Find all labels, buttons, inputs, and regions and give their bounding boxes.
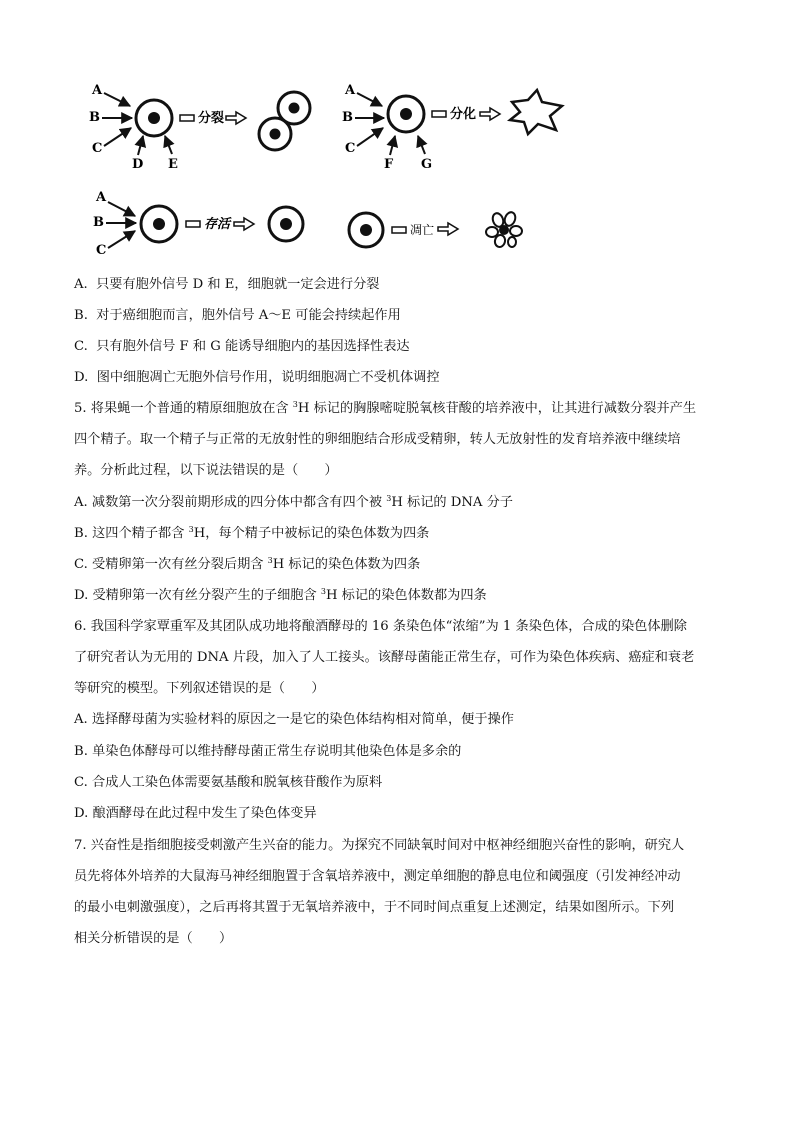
q5-option-a: A. 减数第一次分裂前期形成的四分体中都含有四个被 $^3$H 标记的 DNA 分子 — [74, 494, 513, 510]
q5-stem-line3: 养。分析此过程，以下说法错误的是（ ） — [74, 463, 338, 478]
process-survive: 存活 — [204, 217, 231, 232]
cell-signal-figure — [80, 78, 580, 264]
panel-survival — [93, 190, 303, 258]
svg-text:B: B — [342, 110, 353, 125]
q7-stem-line3: 的最小电刺激强度），之后再将其置于无氧培养液中，于不同时间点重复上述测定，结果如图所示。下列 — [74, 900, 675, 915]
q6-option-d: D. 酿酒酵母在此过程中发生了染色体变异 — [74, 806, 317, 821]
process-apoptosis: 凋亡 — [410, 223, 435, 237]
differentiated-cell-icon — [510, 90, 562, 134]
q6-option-c: C. 合成人工染色体需要氨基酸和脱氧核苷酸作为原料 — [74, 775, 383, 790]
q6-option-a: A. 选择酵母菌为实验材料的原因之一是它的染色体结构相对简单，便于操作 — [74, 712, 514, 727]
process-divide: 分裂 — [198, 111, 225, 126]
q7-stem-line2: 员先将体外培养的大鼠海马神经细胞置于含氧培养液中，测定单细胞的静息电位和阈强度（引发神经冲动 — [74, 869, 681, 884]
q6-stem-line2: 了研究者认为无用的 DNA 片段，加入了人工接头。该酵母菌能正常生存，可作为染色体疾病、癌症和衰老 — [74, 650, 695, 665]
label-a: A — [92, 83, 103, 98]
panel-division — [89, 83, 310, 172]
q6-stem-line1: 6. 我国科学家覃重军及其团队成功地将酿酒酵母的 16 条染色体“浓缩”为 1 条染色体，合成的染色体删除 — [74, 619, 687, 634]
q4-option-b: B. 对于癌细胞而言，胞外信号 A～E 可能会持续起作用 — [74, 308, 401, 323]
svg-text:C: C — [345, 141, 356, 156]
label-c: C — [92, 141, 103, 156]
svg-text:C: C — [96, 243, 107, 258]
label-b: B — [89, 110, 100, 125]
q5-stem-line2: 四个精子。取一个精子与正常的无放射性的卵细胞结合形成受精卵，转人无放射性的发育培养液中继续培 — [74, 432, 681, 447]
process-differentiate: 分化 — [450, 107, 477, 122]
q5-option-d: D. 受精卵第一次有丝分裂产生的子细胞含 $^3$H 标记的染色体数都为四条 — [74, 587, 487, 603]
q6-option-b: B. 单染色体酵母可以维持酵母菌正常生存说明其他染色体是多余的 — [74, 744, 462, 759]
q5-option-b: B. 这四个精子都含 $^3$H，每个精子中被标记的染色体数为四条 — [74, 525, 430, 541]
q5-option-c: C. 受精卵第一次有丝分裂后期含 $^3$H 标记的染色体数为四条 — [74, 556, 421, 572]
q4-option-d: D. 图中细胞凋亡无胞外信号作用，说明细胞凋亡不受机体调控 — [74, 370, 440, 385]
q4-option-a: A. 只要有胞外信号 D 和 E，细胞就一定会进行分裂 — [74, 277, 380, 292]
svg-text:B: B — [93, 215, 104, 230]
panel-apoptosis — [349, 211, 522, 248]
svg-text:A: A — [345, 83, 356, 98]
label-f: F — [384, 157, 394, 172]
q7-stem-line4: 相关分析错误的是（ ） — [74, 931, 233, 946]
label-e: E — [168, 157, 178, 172]
apoptotic-bodies-icon — [486, 211, 522, 248]
q5-stem-line1: 5. 将果蝇一个普通的精原细胞放在含 $^3$H 标记的胸腺嘧啶脱氧核苷酸的培养液中，让其进行减数分裂并产生 — [74, 400, 697, 416]
q4-option-c: C. 只有胞外信号 F 和 G 能诱导细胞内的基因选择性表达 — [74, 339, 410, 354]
label-d: D — [132, 157, 144, 172]
label-g: G — [421, 157, 433, 172]
panel-differentiation — [342, 83, 562, 172]
svg-text:A: A — [96, 190, 107, 205]
q6-stem-line3: 等研究的模型。下列叙述错误的是（ ） — [74, 681, 325, 696]
q7-stem-line1: 7. 兴奋性是指细胞接受刺激产生兴奋的能力。为探究不同缺氧时间对中枢神经细胞兴奋性的影响，研究人 — [74, 838, 685, 853]
